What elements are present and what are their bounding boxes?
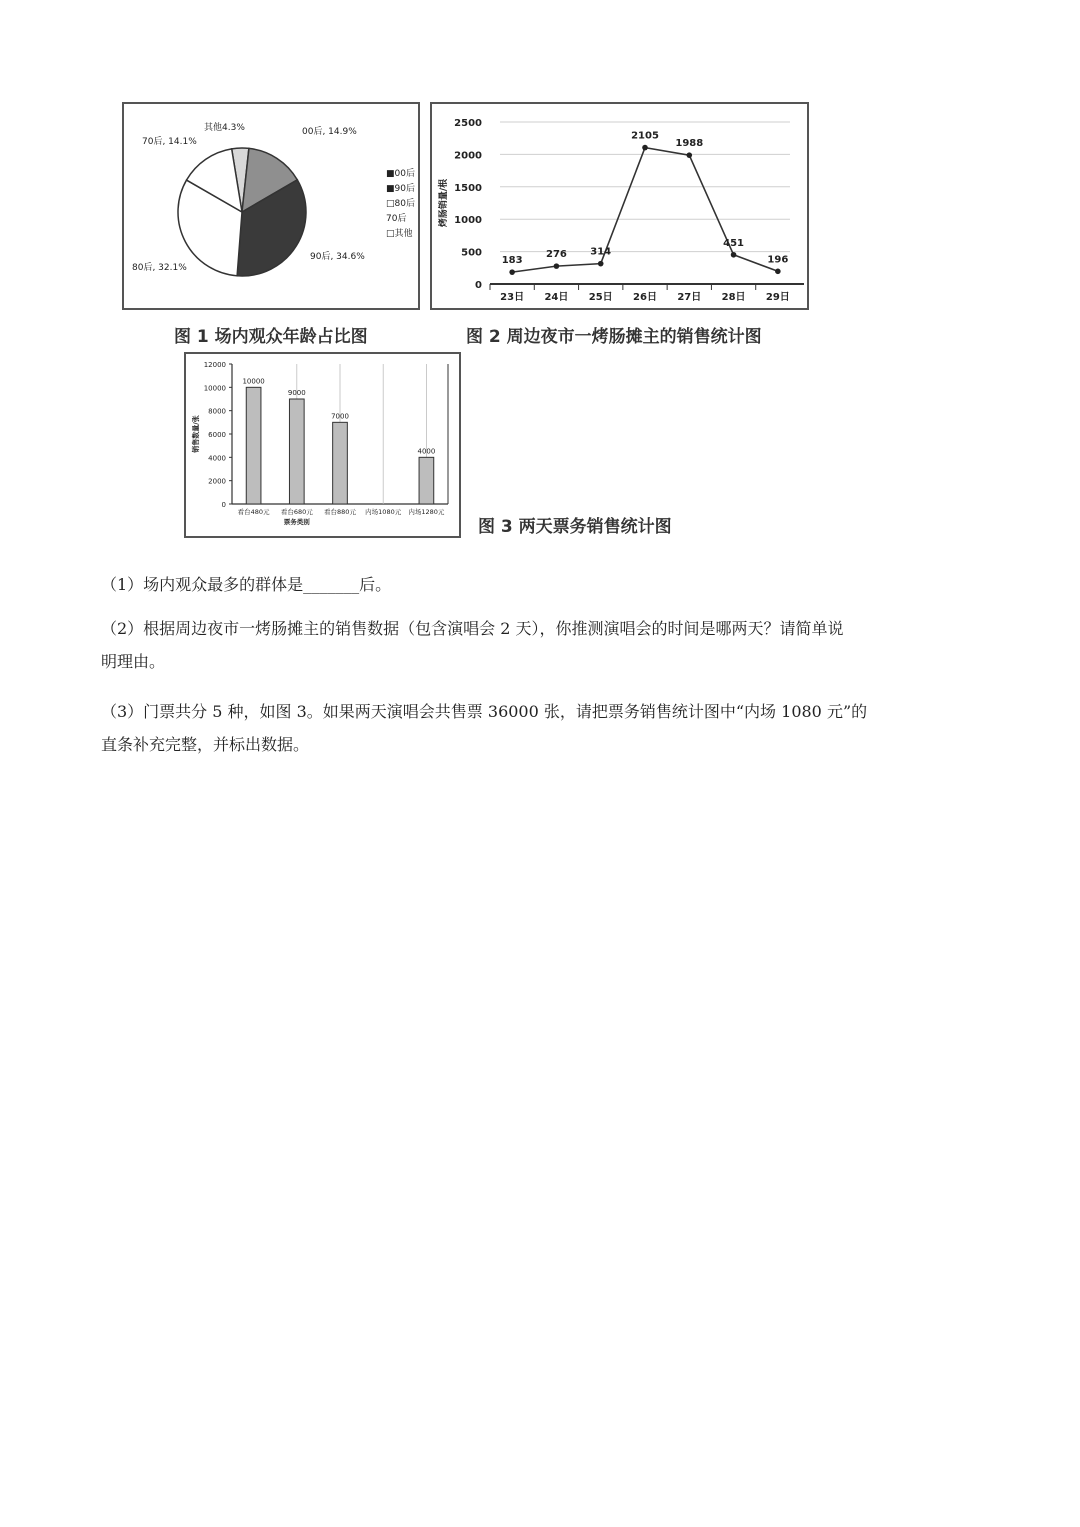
line-y-tick-label: 1500 [454, 182, 482, 194]
pie-slice-label: 80后, 32.1% [132, 263, 187, 273]
bar-y-tick-label: 6000 [208, 431, 226, 439]
line-data-label: 1988 [675, 138, 704, 150]
bar-y-tick-label: 0 [221, 501, 226, 509]
bar-data-label: 10000 [242, 377, 265, 386]
figure-3-caption: 图 3 两天票务销售统计图 [478, 517, 672, 537]
bar-y-tick-label: 10000 [203, 384, 226, 393]
bar-x-axis-label: 票务类别 [283, 518, 310, 526]
bar-y-tick-label: 12000 [203, 361, 226, 369]
pie-slice-label: 70后, 14.1% [142, 137, 197, 147]
line-chart [432, 104, 807, 308]
bar-data-label: 7000 [331, 412, 349, 421]
pie-slice-label: 90后, 34.6% [310, 252, 365, 262]
bar-y-tick-label: 8000 [208, 407, 226, 416]
figure-2-line [430, 102, 809, 310]
bar-x-tick-label: 内场1080元 [365, 508, 402, 516]
line-point [598, 261, 604, 267]
line-data-label: 196 [767, 254, 789, 266]
line-y-tick-label: 500 [461, 247, 482, 259]
pie-slice-label: 00后, 14.9% [302, 127, 357, 137]
bar-x-tick-label: 看台880元 [324, 508, 356, 516]
pie-slice-label: 其他4.3% [204, 123, 245, 133]
bar-data-label: 4000 [417, 447, 436, 456]
pie-legend-item: □80后 [386, 199, 415, 209]
question-1-text: （1）场内观众最多的群体是_______后。 [101, 575, 392, 594]
bar-y-tick-label: 4000 [208, 454, 226, 463]
question-3 [101, 701, 867, 756]
line-y-tick-label: 2000 [454, 150, 482, 162]
bar-x-tick-label: 看台680元 [280, 508, 313, 516]
question-2-line-1: （2）根据周边夜市一烤肠摊主的销售数据（包含演唱会 2 天），你推测演唱会的时间是哪两天？请简单说 [101, 619, 844, 638]
bar-x-tick-label: 内场1280元 [408, 508, 445, 516]
question-2-line-2: 明理由。 [101, 652, 166, 671]
figure-2-caption: 图 2 周边夜市一烤肠摊主的销售统计图 [466, 327, 762, 347]
bar-chart [186, 354, 459, 536]
figure-1-pie [122, 102, 420, 310]
line-x-tick-label: 23日 [500, 292, 525, 303]
line-y-axis-label: 烤肠销量/根 [439, 178, 449, 228]
figure-3-bar [184, 352, 461, 538]
bar-看台480元 [246, 387, 261, 504]
line-y-tick-label: 0 [475, 280, 482, 291]
line-x-tick-label: 26日 [633, 292, 657, 303]
bar-data-label: 9000 [287, 389, 306, 397]
line-point [509, 269, 515, 275]
bar-内场1280元 [419, 457, 434, 504]
line-data-label: 183 [501, 255, 523, 267]
pie-legend-item: 70后 [386, 214, 407, 224]
line-data-label: 314 [590, 246, 612, 258]
line-point [642, 145, 648, 151]
bar-看台880元 [333, 422, 348, 504]
line-point [686, 152, 692, 158]
bar-看台680元 [289, 399, 304, 504]
bar-y-tick-label: 2000 [208, 477, 226, 486]
line-x-tick-label: 29日 [765, 292, 790, 303]
pie-chart [124, 104, 418, 308]
line-x-tick-label: 25日 [588, 292, 613, 303]
line-data-label: 451 [723, 237, 745, 249]
question-3-line-2: 直条补充完整，并标出数据。 [101, 735, 310, 754]
line-point [775, 268, 781, 274]
pie-legend-item: □其他 [386, 229, 413, 239]
bar-x-tick-label: 看台480元 [237, 508, 270, 516]
pie-legend-item: ■00后 [386, 169, 415, 179]
figure-1-caption: 图 1 场内观众年龄占比图 [174, 327, 368, 347]
question-1 [101, 574, 391, 596]
line-data-label: 276 [545, 249, 567, 261]
line-x-tick-label: 24日 [544, 292, 569, 303]
pie-legend-item: ■90后 [386, 184, 415, 194]
line-point [731, 252, 737, 258]
line-x-tick-label: 27日 [677, 292, 702, 303]
line-data-label: 2105 [631, 130, 659, 142]
line-point [554, 263, 560, 269]
question-2 [101, 618, 844, 673]
question-3-line-1: （3）门票共分 5 种，如图 3。如果两天演唱会共售票 36000 张，请把票务销售统计图中“内场 1080 元”的 [101, 702, 868, 721]
bar-y-axis-label: 销售数量/张 [192, 415, 200, 453]
line-y-tick-label: 2500 [454, 118, 482, 129]
line-y-tick-label: 1000 [454, 215, 482, 227]
line-x-tick-label: 28日 [721, 292, 746, 303]
